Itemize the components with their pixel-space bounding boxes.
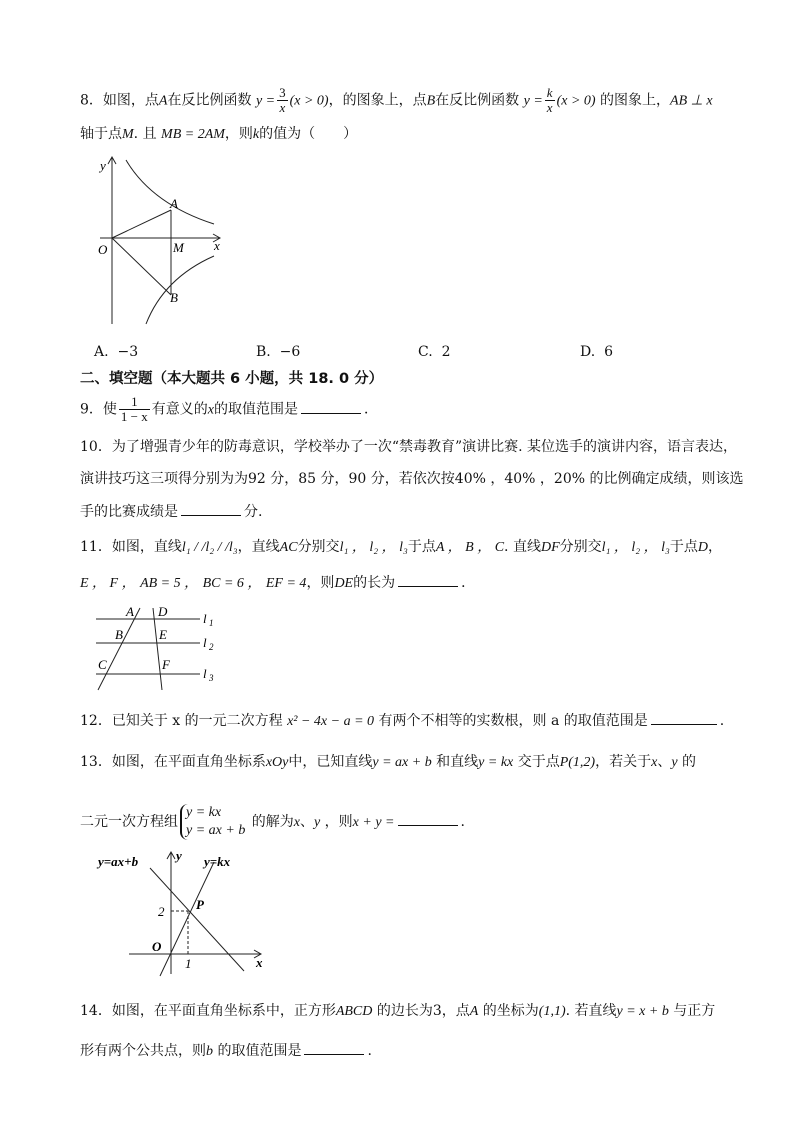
- eq1-num: 3: [279, 85, 286, 100]
- coord-a: (1,1): [538, 1004, 566, 1019]
- q13-text: ，则: [324, 814, 353, 830]
- equation-system: [180, 804, 245, 840]
- q13-text: 、: [657, 754, 672, 770]
- transversal-df: [153, 608, 162, 690]
- parallel-lines-expr: l₁ / /l₂ / /l₃: [181, 540, 238, 555]
- eq1-condition: (x > 0): [289, 93, 329, 109]
- segment-ob: [112, 238, 171, 295]
- square-abcd: ABCD: [335, 1004, 373, 1019]
- transversal-ac: [98, 608, 140, 690]
- q14-text: 的取值范围是: [217, 1043, 302, 1059]
- eq1-fraction: [277, 86, 288, 115]
- fig8-a: A: [170, 196, 178, 211]
- q9-text: ．: [363, 401, 378, 418]
- bc-value: BC = 6 ，: [202, 576, 262, 591]
- segment-oa: [112, 210, 171, 238]
- q13-line-expr2: y = kx: [478, 755, 514, 770]
- q13-text: .: [460, 814, 465, 830]
- q13-text: ，若关于: [595, 754, 652, 770]
- q9-text: 有意义的: [151, 401, 208, 418]
- q10-line2: 演讲技巧这三项得分别为为92 分，85 分，90 分，若依次按40% ，40% ，20% 的比例确定成绩，则该选: [80, 471, 744, 487]
- q14-text: 的边长为3，点: [376, 1003, 470, 1019]
- option-a[interactable]: [94, 344, 138, 360]
- q8-text: 8．如图，点: [80, 92, 159, 109]
- q12-line: [80, 710, 724, 732]
- q8-text: 的图象上，: [600, 92, 671, 109]
- point-a: A: [469, 1004, 479, 1019]
- fig13-o: O: [152, 939, 162, 954]
- fig8-m: M: [173, 240, 184, 255]
- q10-answer-blank[interactable]: [181, 501, 241, 516]
- q8-line2: [80, 124, 357, 145]
- q10-text: 手的比赛成绩是: [80, 504, 178, 520]
- fig8-b: B: [170, 290, 178, 305]
- q13-text: 的解为: [251, 814, 294, 830]
- points-ef: E ， F ，: [80, 576, 136, 591]
- q13-text: 的: [681, 754, 696, 770]
- q13-answer-blank[interactable]: [398, 811, 458, 826]
- point-d: D: [697, 540, 709, 555]
- q13-line2: [80, 804, 465, 840]
- eq2-num: k: [546, 85, 553, 100]
- var-y: y: [314, 815, 321, 830]
- ab-value: AB = 5 ，: [140, 576, 199, 591]
- q12-text: 12．已知关于 x 的一元二次方程: [80, 713, 283, 729]
- ef-value: EF = 4: [265, 576, 307, 591]
- segment-de: DE: [334, 576, 354, 591]
- fig11-l2: l: [203, 635, 207, 650]
- fig8-x: x: [214, 238, 220, 253]
- q11-text: ．: [461, 575, 476, 591]
- q13-text: 二元一次方程组: [80, 814, 178, 830]
- q13-text: 交于点: [517, 754, 560, 770]
- option-a-value: −3: [117, 344, 139, 360]
- q9-line: [80, 395, 378, 424]
- q13-text: 和直线: [436, 754, 479, 770]
- label-line-kx: y=kx: [204, 854, 231, 869]
- fig11-l1: l: [203, 611, 207, 626]
- line-ac: AC: [279, 540, 298, 555]
- q12-answer-blank[interactable]: [651, 710, 717, 725]
- fig11-e: E: [159, 627, 167, 642]
- q14-text: 形有两个公共点，则: [80, 1043, 206, 1059]
- q9-den: 1 − x: [120, 409, 148, 424]
- fig13-tick-2: 2: [158, 904, 165, 919]
- system-eq1: y = kx: [186, 805, 222, 820]
- q11-text: ，则: [306, 575, 335, 591]
- q8-text: ，则: [224, 126, 253, 142]
- q13-line1: [80, 752, 696, 773]
- fig11-l3-sub: 3: [209, 673, 214, 683]
- q10-text: 分.: [244, 504, 263, 520]
- q12-text: .: [719, 713, 725, 729]
- lines-list: l₁ ， l₂ ， l₃: [601, 540, 670, 555]
- q11-text: ，直线: [237, 539, 280, 555]
- line-expr: y = x + b: [616, 1004, 669, 1019]
- q8-text: ，的图象上，点: [328, 92, 427, 109]
- q9-var: x: [207, 402, 214, 418]
- q9-num: 1: [131, 394, 138, 409]
- fig11-b: B: [115, 627, 123, 642]
- q11-text: 于点: [407, 539, 436, 555]
- eq2-lhs: y =: [523, 93, 543, 109]
- fig13-x: x: [256, 955, 263, 970]
- mb-expr: MB = 2AM: [161, 127, 225, 142]
- lines-list: l₁ ， l₂ ， l₃: [339, 540, 408, 555]
- q9-answer-blank[interactable]: [301, 399, 361, 414]
- q12-text: 有两个不相等的实数根，则 a 的取值范围是: [378, 713, 648, 729]
- curve-lower: [146, 256, 214, 324]
- option-d-value: 6: [604, 344, 614, 360]
- var-x: x: [293, 815, 300, 830]
- q14-text: .: [367, 1043, 372, 1059]
- point-p: P(1,2): [559, 755, 596, 770]
- point-b-label: B: [426, 93, 436, 109]
- fig11-d: D: [158, 604, 168, 619]
- fig11-f: F: [162, 657, 170, 672]
- q14-text: . 若直线: [565, 1003, 617, 1019]
- var-y: y: [671, 755, 678, 770]
- option-c-value: 2: [441, 344, 451, 360]
- q14-text: 与正方: [673, 1003, 716, 1019]
- q14-text: 的坐标为: [482, 1003, 539, 1019]
- q11-line2: [80, 572, 475, 594]
- q10-line3: [80, 501, 262, 522]
- q12-equation: x² − 4x − a = 0: [287, 714, 375, 729]
- var-k: k: [252, 127, 260, 142]
- q13-coord-system: xOy: [265, 755, 289, 770]
- q8-text: 轴于点: [80, 126, 122, 142]
- label-line-axb: y=ax+b: [98, 854, 139, 869]
- option-a-label: A.: [94, 344, 109, 360]
- q8-text: 在反比例函数: [167, 92, 252, 109]
- q11-text: 分别交: [559, 539, 602, 555]
- eq1-den: x: [277, 100, 288, 115]
- q8-line1: [80, 86, 713, 115]
- fig13-p: P: [196, 897, 204, 912]
- sum-expr: x + y =: [352, 815, 395, 830]
- q8-text: 在反比例函数: [435, 92, 520, 109]
- line-df: DF: [540, 540, 560, 555]
- fig8-o: O: [98, 242, 108, 257]
- eq2-den: x: [546, 100, 553, 115]
- q10-line1: 10．为了增强青少年的防毒意识，学校举办了一次“禁毒教育”演讲比赛. 某位选手的演讲内容，语言表达，: [80, 439, 738, 455]
- q11-line1: [80, 537, 722, 558]
- fig11-l1-sub: 1: [209, 618, 214, 628]
- fig8-y: y: [100, 158, 106, 173]
- point-a-label: A: [158, 93, 168, 109]
- q8-text: . 且: [133, 126, 157, 142]
- eq1-lhs: y =: [255, 93, 276, 109]
- fig11-l2-sub: 2: [209, 642, 214, 652]
- q9-text: 9．使: [80, 401, 117, 418]
- option-b[interactable]: [256, 344, 300, 360]
- q11-figure: [92, 602, 232, 694]
- fig11-c: C: [98, 657, 107, 672]
- fig11-a: A: [126, 604, 134, 619]
- eq2-fraction: [545, 86, 555, 115]
- system-eq2: y = ax + b: [186, 823, 246, 838]
- q11-text: ，: [708, 539, 723, 555]
- q14-line1: [80, 1001, 715, 1022]
- q11-answer-blank[interactable]: [398, 572, 458, 587]
- section-heading: 二、填空题（本大题共 6 小题，共 18. 0 分）: [80, 371, 384, 387]
- q13-text: 、: [300, 814, 314, 830]
- points-abc: A ， B ， C: [435, 540, 505, 555]
- q11-text: . 直线: [504, 539, 541, 555]
- q8-figure: [90, 152, 235, 332]
- q8-text: 的值为（ ）: [259, 126, 358, 142]
- curve-upper: [126, 160, 214, 224]
- q11-text: 11．如图，直线: [80, 539, 182, 555]
- q9-text: 的取值范围是: [213, 401, 298, 418]
- q13-text: 中，已知直线: [288, 754, 373, 770]
- perp-expr: AB ⊥ x: [670, 93, 713, 109]
- q14-text: 14．如图，在平面直角坐标系中，正方形: [80, 1003, 336, 1019]
- q13-line-expr1: y = ax + b: [372, 755, 432, 770]
- option-b-label: B.: [256, 344, 271, 360]
- eq2-condition: (x > 0): [556, 93, 596, 109]
- var-b: b: [206, 1044, 213, 1059]
- fig13-tick-1: 1: [185, 956, 192, 971]
- option-d[interactable]: [580, 344, 613, 360]
- q14-answer-blank[interactable]: [304, 1040, 364, 1055]
- option-b-value: −6: [279, 344, 301, 360]
- q13-figure: [96, 846, 276, 980]
- q11-text: 分别交: [297, 539, 340, 555]
- option-c[interactable]: [418, 344, 451, 360]
- q11-text: 的长为: [353, 575, 396, 591]
- q14-line2: [80, 1040, 372, 1062]
- fig13-y: y: [176, 848, 182, 863]
- q13-text: 13．如图，在平面直角坐标系: [80, 754, 266, 770]
- q9-fraction: [119, 395, 150, 424]
- point-m-label: M: [122, 127, 134, 142]
- line-ax-b: [150, 868, 244, 971]
- option-d-label: D.: [580, 344, 596, 360]
- option-c-label: C.: [418, 344, 433, 360]
- q11-text: 于点: [669, 539, 698, 555]
- var-x: x: [651, 755, 658, 770]
- fig11-l3: l: [203, 666, 207, 681]
